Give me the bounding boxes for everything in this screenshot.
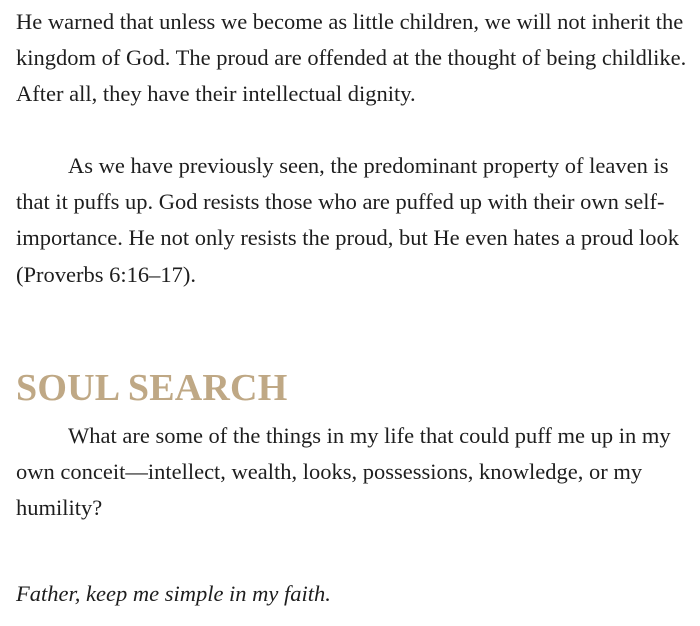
paragraph-leaven: As we have previously seen, the predominant property of leaven is that it puffs up. God resists those who are puffed up with their own self-importance. He not only resists the proud, but He even hates a proud look (Proverbs 6:16–17). (16, 153, 679, 287)
prayer-line: Father, keep me simple in my faith. (16, 581, 331, 606)
soul-search-question: What are some of the things in my life that could puff me up in my own conceit—intellect, wealth, looks, possessions, knowledge, or my humility? (16, 423, 671, 521)
paragraph-childlike: He warned that unless we become as little children, we will not inherit the kingdom of God. The proud are offended at the thought of being childlike. After all, they have their intellectual dignity. (16, 9, 687, 107)
soul-search-heading: SOUL SEARCH (16, 367, 288, 409)
